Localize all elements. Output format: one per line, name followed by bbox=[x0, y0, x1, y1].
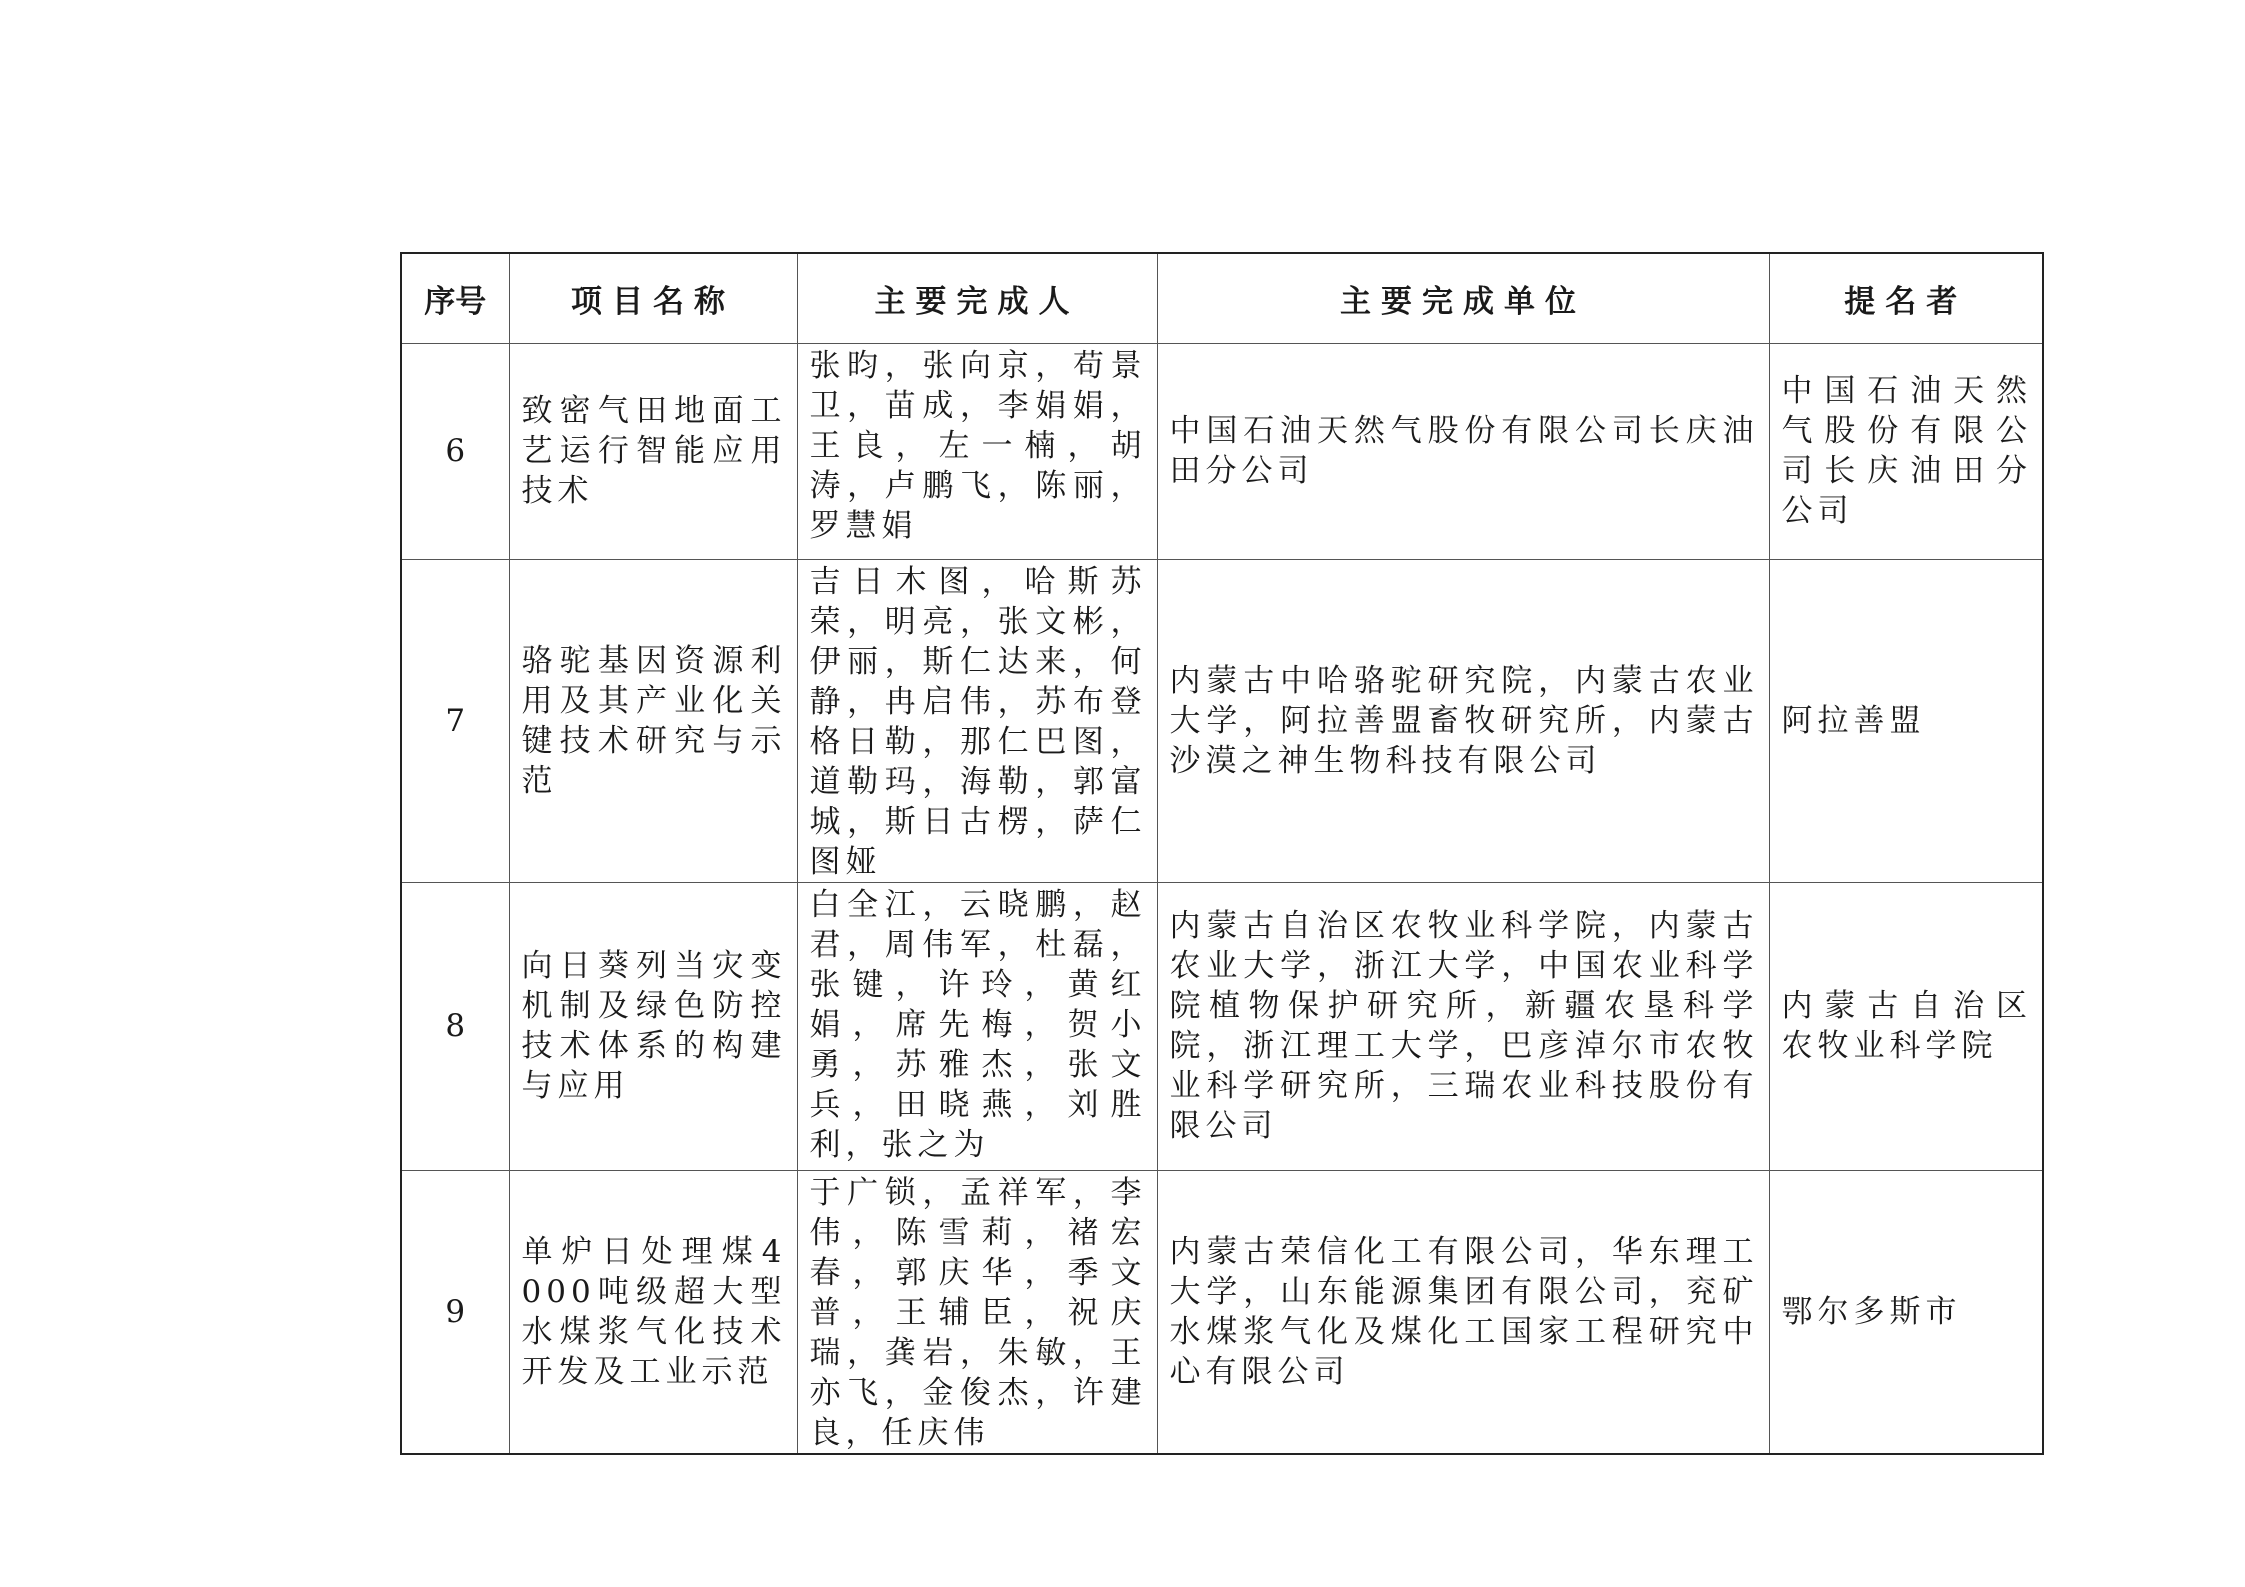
table-header-row bbox=[401, 253, 2043, 343]
main-contributors: 于广锁，孟祥军，李伟，陈雪莉，褚宏春，郭庆华，季文普，王辅臣，祝庆瑞，龚岩，朱敏，王亦飞，金俊杰，许建良，任庆伟 bbox=[797, 1170, 1157, 1454]
project-name: 骆驼基因资源利用及其产业化关键技术研究与示范 bbox=[509, 559, 797, 882]
header-nominator: 提名者 bbox=[1769, 253, 2043, 343]
row-index: 6 bbox=[401, 343, 509, 559]
row-index: 8 bbox=[401, 882, 509, 1170]
main-units: 内蒙古荣信化工有限公司，华东理工大学，山东能源集团有限公司，兖矿水煤浆气化及煤化工国家工程研究中心有限公司 bbox=[1157, 1170, 1769, 1454]
row-index: 7 bbox=[401, 559, 509, 882]
main-units: 内蒙古自治区农牧业科学院，内蒙古农业大学，浙江大学，中国农业科学院植物保护研究所，新疆农垦科学院，浙江理工大学，巴彦淖尔市农牧业科学研究所，三瑞农业科技股份有限公司 bbox=[1157, 882, 1769, 1170]
main-contributors: 吉日木图，哈斯苏荣，明亮，张文彬，伊丽，斯仁达来，何静，冉启伟，苏布登格日勒，那仁巴图，道勒玛，海勒，郭富城，斯日古楞，萨仁图娅 bbox=[797, 559, 1157, 882]
nominator: 阿拉善盟 bbox=[1769, 559, 2043, 882]
row-index: 9 bbox=[401, 1170, 509, 1454]
nominator: 中国石油天然气股份有限公司长庆油田分公司 bbox=[1769, 343, 2043, 559]
header-main-units: 主要完成单位 bbox=[1157, 253, 1769, 343]
main-units: 中国石油天然气股份有限公司长庆油田分公司 bbox=[1157, 343, 1769, 559]
table-row bbox=[401, 882, 2043, 1170]
header-project-name: 项目名称 bbox=[509, 253, 797, 343]
header-main-contributors: 主要完成人 bbox=[797, 253, 1157, 343]
table-row bbox=[401, 343, 2043, 559]
project-name: 致密气田地面工艺运行智能应用技术 bbox=[509, 343, 797, 559]
header-index: 序号 bbox=[401, 253, 509, 343]
award-table bbox=[400, 252, 2044, 1455]
nominator: 内蒙古自治区农牧业科学院 bbox=[1769, 882, 2043, 1170]
project-name: 单炉日处理煤4000吨级超大型水煤浆气化技术开发及工业示范 bbox=[509, 1170, 797, 1454]
main-contributors: 张昀，张向京，苟景卫，苗成，李娟娟，王良，左一楠，胡涛，卢鹏飞，陈丽，罗慧娟 bbox=[797, 343, 1157, 559]
table-row bbox=[401, 1170, 2043, 1454]
project-name: 向日葵列当灾变机制及绿色防控技术体系的构建与应用 bbox=[509, 882, 797, 1170]
table-row bbox=[401, 559, 2043, 882]
nominator: 鄂尔多斯市 bbox=[1769, 1170, 2043, 1454]
main-units: 内蒙古中哈骆驼研究院，内蒙古农业大学，阿拉善盟畜牧研究所，内蒙古沙漠之神生物科技有限公司 bbox=[1157, 559, 1769, 882]
main-contributors: 白全江，云晓鹏，赵君，周伟军，杜磊，张键，许玲，黄红娟，席先梅，贺小勇，苏雅杰，张文兵，田晓燕，刘胜利，张之为 bbox=[797, 882, 1157, 1170]
